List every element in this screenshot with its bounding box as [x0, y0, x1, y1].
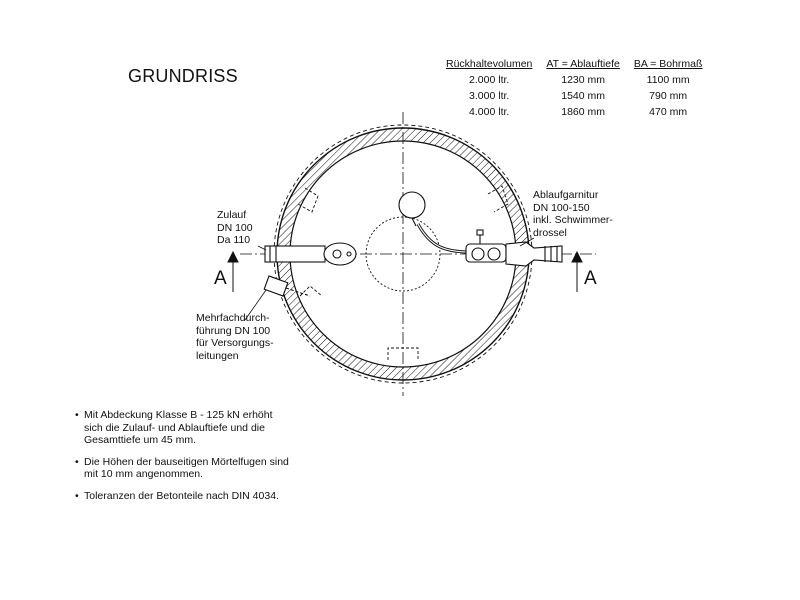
section-label-left: A: [214, 268, 227, 289]
outlet-label-line: inkl. Schwimmer-: [533, 214, 613, 226]
multi-entry-label-line: Mehrfachdurch-: [196, 312, 270, 324]
outlet-label-line: Ablaufgarnitur: [533, 189, 599, 201]
spec-table-header: BA = Bohrmaß: [633, 58, 703, 70]
inlet-label-line: DN 100: [217, 221, 253, 234]
section-marker-right: [572, 252, 582, 292]
section-marker-left: [228, 252, 238, 292]
table-cell: 1860 mm: [561, 105, 606, 118]
inlet-label-line: Da 110: [217, 234, 251, 246]
table-cell: 790 mm: [649, 89, 688, 102]
outlet-label-line: drossel: [533, 226, 567, 239]
inlet-pipe: [265, 243, 356, 265]
inlet-label-line: Zulauf: [217, 209, 247, 221]
section-label-right: A: [584, 268, 597, 289]
table-cell: 1100 mm: [646, 73, 690, 86]
note-item: • Mit Abdeckung Klasse B - 125 kN erhöht sich die Zulauf- und Ablauftiefe und die Gesamttiefe um 45 mm.: [75, 409, 289, 447]
outlet-label: [533, 189, 613, 239]
note-item: • Die Höhen der bauseitigen Mörtelfugen sind mit 10 mm angenommen.: [75, 456, 289, 481]
table-cell: 4.000 ltr.: [469, 105, 510, 118]
notes-list: [75, 409, 289, 511]
outlet-label-line: DN 100-150: [533, 201, 590, 214]
spec-table-header: Rückhaltevolumen: [446, 58, 533, 70]
float-ball: [399, 192, 425, 218]
multi-entry-label-line: leitungen: [196, 349, 239, 362]
inlet-label: [217, 209, 253, 247]
multi-entry-label: [196, 312, 274, 362]
spec-table-header: AT = Ablauftiefe: [546, 58, 620, 70]
table-cell: 2.000 ltr.: [469, 73, 510, 86]
table-cell: 470 mm: [649, 105, 688, 118]
table-cell: 1540 mm: [561, 89, 606, 102]
table-cell: 1230 mm: [561, 73, 606, 86]
multi-entry-label-line: führung DN 100: [196, 324, 271, 337]
page-title: GRUNDRISS: [128, 66, 238, 86]
multi-entry-label-line: für Versorgungs-: [196, 337, 274, 349]
note-item: • Toleranzen der Betonteile nach DIN 4034.: [75, 490, 289, 503]
table-cell: 3.000 ltr.: [469, 89, 510, 102]
